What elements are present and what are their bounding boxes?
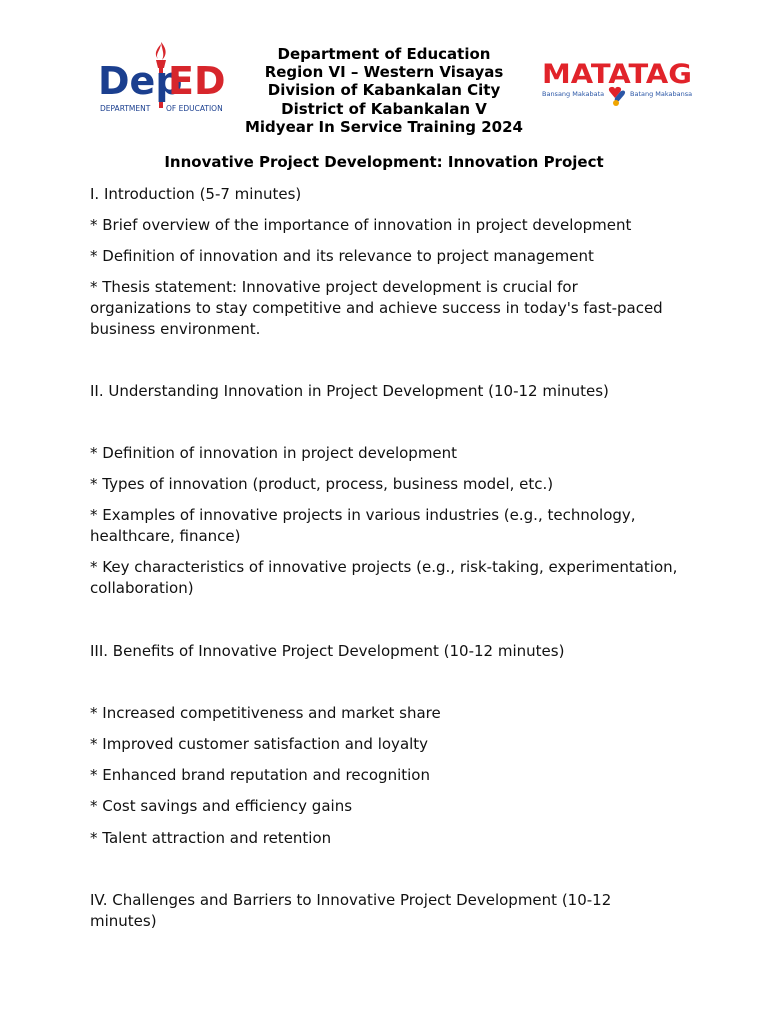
deped-logo bbox=[98, 40, 236, 116]
header-region: Region VI – Western Visayas bbox=[264, 63, 504, 82]
bullet-item-thesis: * Thesis statement: Innovative project development is crucial for organizations to stay competitive and achieve success in today's fast-paced business environment. bbox=[90, 278, 663, 338]
matatag-wordmark: MATATAG bbox=[542, 59, 692, 90]
bullet-item: * Definition of innovation in project development bbox=[90, 444, 458, 462]
bullet-item: * Improved customer satisfaction and loyalty bbox=[90, 735, 429, 753]
header-district: District of Kabankalan V bbox=[281, 99, 487, 118]
section-heading-understanding: II. Understanding Innovation in Project Development (10-12 minutes) bbox=[90, 382, 609, 400]
bullet-item: * Enhanced brand reputation and recognition bbox=[90, 766, 430, 784]
header-division: Division of Kabankalan City bbox=[267, 81, 501, 100]
bullet-item: * Increased competitiveness and market share bbox=[90, 704, 441, 722]
header-training: Midyear In Service Training 2024 bbox=[244, 117, 523, 136]
deped-caption-left: DEPARTMENT bbox=[100, 104, 151, 113]
bullet-item: * Brief overview of the importance of innovation in project development bbox=[90, 216, 632, 234]
section-heading-introduction: I. Introduction (5-7 minutes) bbox=[90, 185, 302, 203]
section-heading-benefits: III. Benefits of Innovative Project Development (10-12 minutes) bbox=[90, 642, 565, 660]
header-department: Department of Education bbox=[277, 45, 491, 63]
deped-wordmark-ed: ED bbox=[168, 59, 226, 103]
deped-wordmark-dep: Dep bbox=[98, 59, 183, 103]
section-heading-challenges: IV. Challenges and Barriers to Innovative Project Development (10-12 minutes) bbox=[90, 891, 612, 930]
document-title: Innovative Project Development: Innovation Project bbox=[164, 153, 604, 171]
header-block bbox=[234, 45, 534, 136]
bullet-item: * Cost savings and efficiency gains bbox=[90, 797, 353, 815]
bullet-item: * Definition of innovation and its relevance to project management bbox=[90, 247, 594, 265]
deped-caption-right: OF EDUCATION bbox=[166, 104, 223, 113]
matatag-tagline-left: Bansang Makabata bbox=[542, 90, 605, 98]
bullet-item: * Types of innovation (product, process, business model, etc.) bbox=[90, 475, 554, 493]
bullet-item: * Key characteristics of innovative projects (e.g., risk-taking, experimentation, collaboration) bbox=[90, 558, 678, 597]
bullet-item: * Examples of innovative projects in various industries (e.g., technology, healthcare, finance) bbox=[90, 506, 636, 545]
bullet-item: * Talent attraction and retention bbox=[90, 829, 332, 847]
matatag-logo bbox=[540, 56, 696, 112]
matatag-tagline-right: Batang Makabansa bbox=[630, 90, 693, 98]
